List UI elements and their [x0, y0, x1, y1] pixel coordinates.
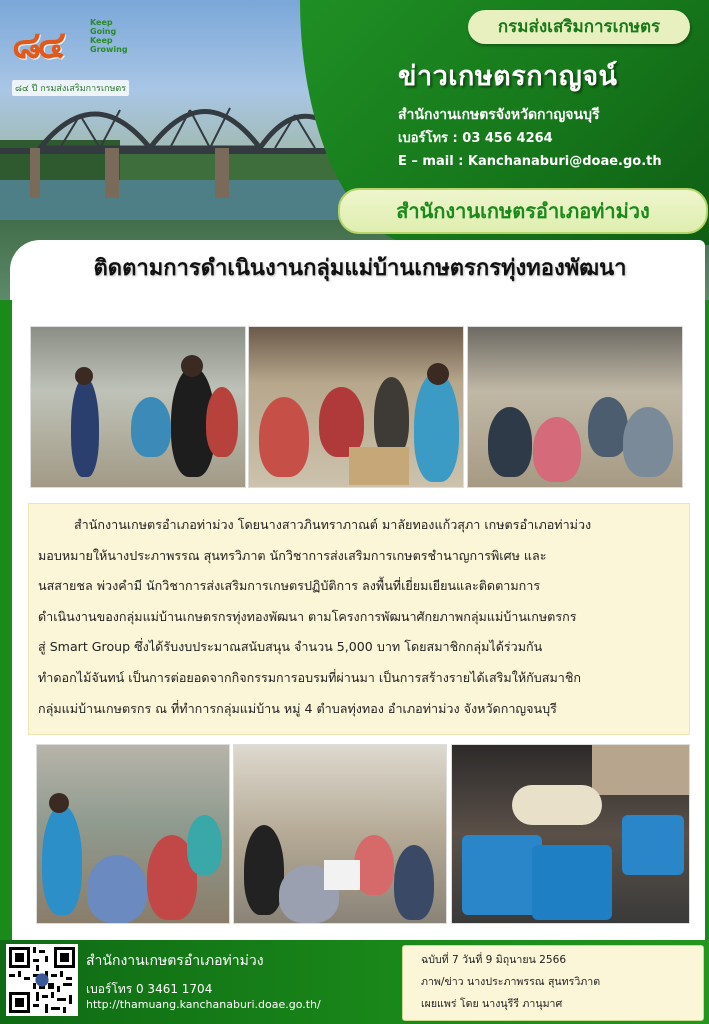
activity-photo-6	[451, 744, 690, 924]
left-green-border	[0, 300, 12, 940]
issue-info-box	[402, 945, 704, 1021]
office-email: E – mail : Kanchanaburi@doae.go.th	[398, 154, 662, 169]
logo-subtitle: ๘๔ ปี กรมส่งเสริมการเกษตร	[12, 80, 129, 96]
activity-photo-1	[30, 326, 246, 488]
article-body	[38, 510, 682, 724]
logo-slogan	[90, 18, 140, 54]
article-line: ทำดอกไม้จันทน์ เป็นการต่อยอดจากกิจกรรมการอบรมที่ผ่านมา เป็นการสร้างรายได้เสริมให้กับสมาชิก	[38, 669, 581, 685]
article-line: กลุ่มแม่บ้านเกษตรกร ณ ที่ทำการกลุ่มแม่บ้าน หมู่ 4 ตำบลทุ่งทอง อำเภอท่าม่วง จังหวัดกาญจนบุรี	[38, 700, 557, 716]
logo-slogan-line: Growing	[90, 45, 128, 54]
article-line: นสสายชล พ่วงคำมี นักวิชาการส่งเสริมการเกษตรปฏิบัติการ ลงพื้นที่เยี่ยมเยียนและติดตามการ	[38, 578, 541, 594]
logo-slogan-line: Keep	[90, 36, 113, 45]
qr-code-icon[interactable]	[6, 944, 78, 1016]
published-by: เผยแพร่ โดย นางนุรีรี ภานุมาศ	[421, 998, 563, 1010]
office-phone: เบอร์โทร : 03 456 4264	[398, 131, 553, 146]
district-office-badge: สำนักงานเกษตรอำเภอท่าม่วง	[338, 188, 708, 234]
84-years-doae-logo	[10, 10, 135, 95]
activity-photo-5	[233, 744, 447, 924]
department-badge: กรมส่งเสริมการเกษตร	[468, 10, 690, 44]
logo-slogan-line: Keep	[90, 18, 113, 27]
issue-number: ฉบับที่ 7 วันที่ 9 มิถุนายน 2566	[421, 954, 567, 966]
right-green-border	[705, 300, 709, 940]
footer-website-link[interactable]: http://thamuang.kanchanaburi.doae.go.th/	[86, 998, 321, 1011]
newsletter-title: ข่าวเกษตรกาญจน์	[398, 61, 618, 92]
footer-office-name: สำนักงานเกษตรอำเภอท่าม่วง	[86, 953, 264, 969]
footer-phone: เบอร์โทร 0 3461 1704	[86, 982, 213, 996]
qr-code-graphic	[6, 944, 78, 1016]
activity-photo-4	[36, 744, 230, 924]
article-headline: ติดตามการดำเนินงานกลุ่มแม่บ้านเกษตรกรทุ่งทองพัฒนา	[93, 256, 627, 281]
article-line: มอบหมายให้นางประภาพรรณ สุนทรวิภาต นักวิชาการส่งเสริมการเกษตรชำนาญการพิเศษ และ	[38, 547, 547, 563]
logo-mark: ๘๔	[12, 22, 63, 67]
activity-photo-3	[467, 326, 683, 488]
photo-credit: ภาพ/ข่าว นางประภาพรรณ สุนทรวิภาต	[421, 976, 601, 988]
office-contact	[398, 104, 698, 173]
article-line: สำนักงานเกษตรอำเภอท่าม่วง โดยนางสาวภินทราภาณต์ มาลัยทองแก้วสุภา เกษตรอำเภอท่าม่วง	[74, 517, 592, 532]
provincial-office-name: สำนักงานเกษตรจังหวัดกาญจนบุรี	[398, 107, 600, 123]
logo-slogan-line: Going	[90, 27, 117, 36]
article-line: ดำเนินงานของกลุ่มแม่บ้านเกษตรกรทุ่งทองพัฒนา ตามโครงการพัฒนาศักยภาพกลุ่มแม่บ้านเกษตรกร	[38, 608, 577, 624]
article-line: สู่ Smart Group ซึ่งได้รับงบประมาณสนับสนุน จำนวน 5,000 บาท โดยสมาชิกกลุ่มได้ร่วมกัน	[38, 639, 543, 655]
activity-photo-2	[248, 326, 464, 488]
